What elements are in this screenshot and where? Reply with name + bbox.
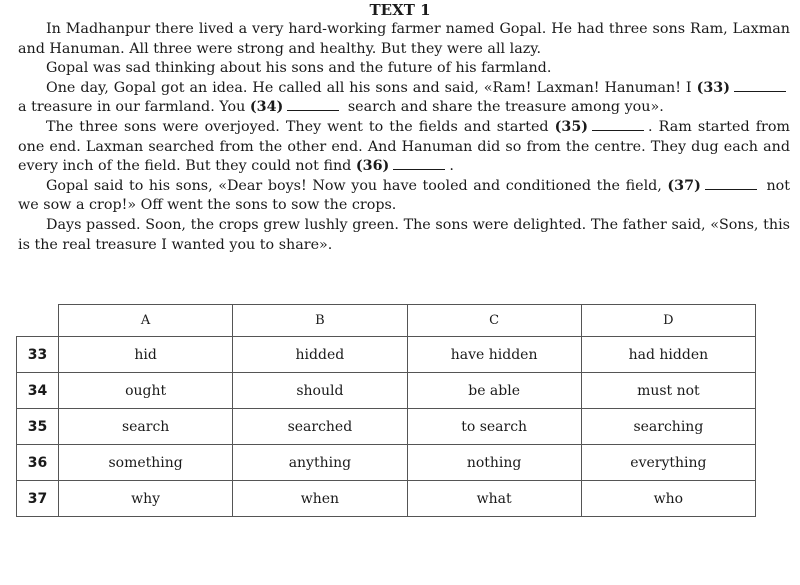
option-cell: hidded — [233, 337, 407, 373]
header-cell-d: D — [581, 305, 755, 337]
option-cell: nothing — [407, 445, 581, 481]
option-cell: be able — [407, 373, 581, 409]
gap-blank-36 — [393, 157, 445, 170]
paragraph-text: The three sons were overjoyed. They went to the fields and started — [46, 118, 549, 135]
option-cell: search — [59, 409, 233, 445]
option-cell: should — [233, 373, 407, 409]
row-number: 37 — [17, 481, 59, 517]
table-header-row — [17, 305, 756, 337]
table-row — [17, 409, 756, 445]
option-cell: ought — [59, 373, 233, 409]
paragraph-tooled — [18, 177, 790, 216]
option-cell: who — [581, 481, 755, 517]
gap-blank-34 — [287, 98, 339, 111]
paragraph-idea — [18, 79, 790, 118]
option-cell: searching — [581, 409, 755, 445]
table-row — [17, 445, 756, 481]
answer-options-table — [16, 304, 756, 517]
header-cell-c: C — [407, 305, 581, 337]
paragraph-ending: Days passed. Soon, the crops grew lushly green. The sons were delighted. The father said, «Sons, this is the real treasure I wanted you to share». — [18, 216, 790, 253]
option-cell: why — [59, 481, 233, 517]
table-row — [17, 373, 756, 409]
gap-blank-33 — [734, 79, 786, 92]
paragraph-text: Gopal said to his sons, «Dear boys! Now you have tooled and conditioned the field, — [46, 177, 662, 194]
table-row — [17, 481, 756, 517]
paragraph-text: search and share the treasure among you». — [347, 99, 664, 116]
text-title: TEXT 1 — [369, 1, 431, 19]
option-cell: when — [233, 481, 407, 517]
option-cell: had hidden — [581, 337, 755, 373]
row-number: 36 — [17, 445, 59, 481]
table-row — [17, 337, 756, 373]
gap-number-33: (33) — [696, 79, 731, 96]
option-cell: must not — [581, 373, 755, 409]
row-number: 35 — [17, 409, 59, 445]
row-number: 34 — [17, 373, 59, 409]
gap-number-36: (36) — [355, 158, 390, 175]
gap-number-35: (35) — [554, 118, 589, 135]
gap-number-34: (34) — [249, 99, 284, 116]
header-empty-cell — [17, 305, 59, 337]
header-cell-b: B — [233, 305, 407, 337]
option-cell: everything — [581, 445, 755, 481]
paragraph-overjoyed — [18, 118, 790, 177]
paragraph-text: . — [449, 158, 454, 175]
option-cell: have hidden — [407, 337, 581, 373]
header-cell-a: A — [59, 305, 233, 337]
option-cell: searched — [233, 409, 407, 445]
paragraph-text: a treasure in our farmland. You — [18, 99, 246, 116]
gap-blank-37 — [705, 177, 757, 190]
option-cell: what — [407, 481, 581, 517]
option-cell: to search — [407, 409, 581, 445]
paragraph-text: not we sow a crop!» Off went the sons to sow the crops. — [18, 177, 790, 214]
option-cell: anything — [233, 445, 407, 481]
paragraph-text: . Ram started from one end. Laxman searched from the other end. And Hanuman did so from the centre. They dug each and every inch of the field. But they could not find — [18, 118, 790, 175]
paragraph-text: One day, Gopal got an idea. He called all his sons and said, «Ram! Laxman! Hanuman! I — [46, 79, 692, 96]
option-cell: something — [59, 445, 233, 481]
gap-number-37: (37) — [667, 177, 701, 194]
paragraph-intro: In Madhanpur there lived a very hard-working farmer named Gopal. He had three sons Ram, Laxman and Hanuman. All three were strong and healthy. But they were all lazy. — [18, 21, 790, 57]
paragraph-sad: Gopal was sad thinking about his sons and the future of his farmland. — [46, 60, 552, 77]
option-cell: hid — [59, 337, 233, 373]
row-number: 33 — [17, 337, 59, 373]
reading-text — [18, 20, 790, 255]
gap-blank-35 — [592, 118, 644, 131]
